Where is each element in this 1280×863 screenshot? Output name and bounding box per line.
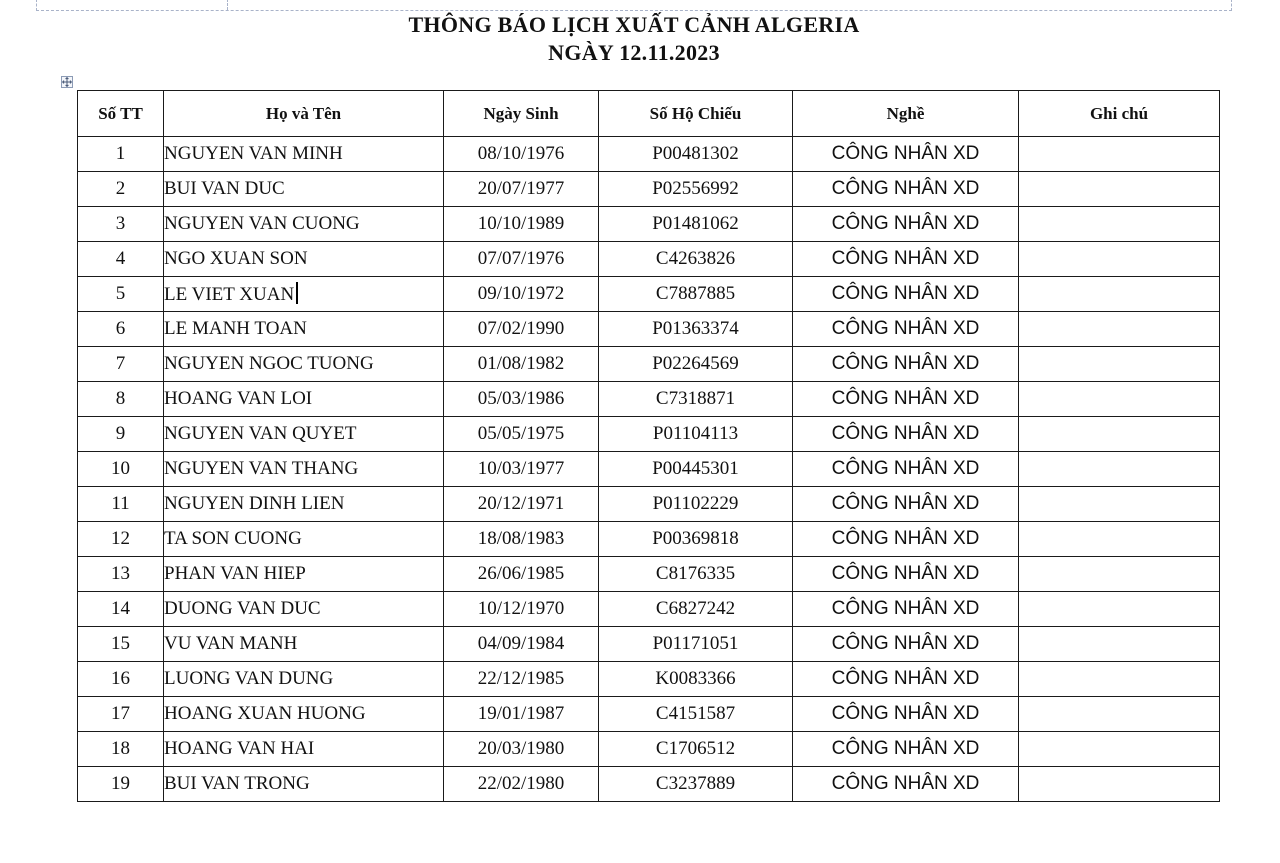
cell-stt: 9: [78, 417, 164, 452]
table-row: [78, 172, 1220, 207]
cell-dob: 10/03/1977: [444, 452, 599, 487]
table-row: [78, 452, 1220, 487]
table-row: [78, 767, 1220, 802]
table-row: [78, 242, 1220, 277]
header-margin-divider: [227, 0, 228, 10]
cell-passport: P01363374: [599, 312, 793, 347]
cell-dob: 22/12/1985: [444, 662, 599, 697]
cell-name: BUI VAN TRONG: [164, 767, 444, 802]
cell-job: CÔNG NHÂN XD: [793, 487, 1019, 522]
cell-name: NGUYEN VAN THANG: [164, 452, 444, 487]
cell-dob: 20/12/1971: [444, 487, 599, 522]
header-job: Nghề: [793, 91, 1019, 137]
cell-name: VU VAN MANH: [164, 627, 444, 662]
cell-passport: C3237889: [599, 767, 793, 802]
cell-job: CÔNG NHÂN XD: [793, 382, 1019, 417]
cell-passport: P02264569: [599, 347, 793, 382]
cell-passport: C7887885: [599, 277, 793, 312]
cell-name: BUI VAN DUC: [164, 172, 444, 207]
table-row: [78, 207, 1220, 242]
header-dob: Ngày Sinh: [444, 91, 599, 137]
cell-passport: P01104113: [599, 417, 793, 452]
cell-note[interactable]: [1019, 242, 1220, 277]
header-margin-guide: [36, 0, 1232, 11]
move-handle-icon[interactable]: [61, 76, 73, 88]
table-row: [78, 732, 1220, 767]
cell-stt: 7: [78, 347, 164, 382]
cell-passport: P01481062: [599, 207, 793, 242]
cell-passport: P02556992: [599, 172, 793, 207]
cell-note[interactable]: [1019, 207, 1220, 242]
cell-name: NGUYEN NGOC TUONG: [164, 347, 444, 382]
cell-dob: 10/12/1970: [444, 592, 599, 627]
cell-job: CÔNG NHÂN XD: [793, 767, 1019, 802]
cell-note[interactable]: [1019, 382, 1220, 417]
cell-name: NGO XUAN SON: [164, 242, 444, 277]
cell-stt: 13: [78, 557, 164, 592]
cell-passport: C4263826: [599, 242, 793, 277]
header-note: Ghi chú: [1019, 91, 1220, 137]
cell-stt: 5: [78, 277, 164, 312]
cell-job: CÔNG NHÂN XD: [793, 172, 1019, 207]
table-row: [78, 277, 1220, 312]
cell-note[interactable]: [1019, 697, 1220, 732]
cell-passport: C4151587: [599, 697, 793, 732]
cell-note[interactable]: [1019, 137, 1220, 172]
cell-dob: 20/07/1977: [444, 172, 599, 207]
cell-name: NGUYEN VAN CUONG: [164, 207, 444, 242]
cell-dob: 01/08/1982: [444, 347, 599, 382]
cell-name: NGUYEN VAN MINH: [164, 137, 444, 172]
table-header-row: [78, 91, 1220, 137]
cell-note[interactable]: [1019, 277, 1220, 312]
cell-passport: C7318871: [599, 382, 793, 417]
cell-job: CÔNG NHÂN XD: [793, 697, 1019, 732]
header-passport: Số Hộ Chiếu: [599, 91, 793, 137]
cell-name: HOANG XUAN HUONG: [164, 697, 444, 732]
cell-stt: 8: [78, 382, 164, 417]
cell-stt: 6: [78, 312, 164, 347]
cell-stt: 15: [78, 627, 164, 662]
table-row: [78, 487, 1220, 522]
cell-dob: 08/10/1976: [444, 137, 599, 172]
cell-job: CÔNG NHÂN XD: [793, 277, 1019, 312]
table-row: [78, 662, 1220, 697]
cell-note[interactable]: [1019, 452, 1220, 487]
table-row: [78, 627, 1220, 662]
cell-stt: 16: [78, 662, 164, 697]
cell-job: CÔNG NHÂN XD: [793, 557, 1019, 592]
table-row: [78, 592, 1220, 627]
table-row: [78, 417, 1220, 452]
cell-job: CÔNG NHÂN XD: [793, 207, 1019, 242]
cell-dob: 09/10/1972: [444, 277, 599, 312]
cell-passport: C6827242: [599, 592, 793, 627]
cell-note[interactable]: [1019, 662, 1220, 697]
departure-roster-table: [77, 90, 1220, 802]
cell-stt: 14: [78, 592, 164, 627]
cell-name: PHAN VAN HIEP: [164, 557, 444, 592]
cell-job: CÔNG NHÂN XD: [793, 347, 1019, 382]
cell-stt: 2: [78, 172, 164, 207]
cell-dob: 19/01/1987: [444, 697, 599, 732]
cell-name: DUONG VAN DUC: [164, 592, 444, 627]
header-stt: Số TT: [78, 91, 164, 137]
cell-job: CÔNG NHÂN XD: [793, 592, 1019, 627]
cell-name: LE MANH TOAN: [164, 312, 444, 347]
cell-note[interactable]: [1019, 627, 1220, 662]
cell-stt: 12: [78, 522, 164, 557]
cell-note[interactable]: [1019, 522, 1220, 557]
cell-job: CÔNG NHÂN XD: [793, 417, 1019, 452]
table-row: [78, 522, 1220, 557]
cell-name[interactable]: [164, 277, 444, 312]
cell-job: CÔNG NHÂN XD: [793, 627, 1019, 662]
cell-name: NGUYEN VAN QUYET: [164, 417, 444, 452]
cell-stt: 11: [78, 487, 164, 522]
cell-passport: P00445301: [599, 452, 793, 487]
cell-dob: 22/02/1980: [444, 767, 599, 802]
cell-name: NGUYEN DINH LIEN: [164, 487, 444, 522]
cell-note[interactable]: [1019, 557, 1220, 592]
cell-job: CÔNG NHÂN XD: [793, 732, 1019, 767]
document-title: THÔNG BÁO LỊCH XUẤT CẢNH ALGERIA: [408, 12, 860, 37]
cell-dob: 07/07/1976: [444, 242, 599, 277]
cell-stt: 10: [78, 452, 164, 487]
table-row: [78, 382, 1220, 417]
cell-passport: K0083366: [599, 662, 793, 697]
cell-passport: P00369818: [599, 522, 793, 557]
cell-stt: 19: [78, 767, 164, 802]
cell-stt: 17: [78, 697, 164, 732]
table-row: [78, 557, 1220, 592]
table-row: [78, 312, 1220, 347]
cell-stt: 4: [78, 242, 164, 277]
document-date: NGÀY 12.11.2023: [548, 40, 720, 65]
cell-job: CÔNG NHÂN XD: [793, 242, 1019, 277]
cell-job: CÔNG NHÂN XD: [793, 522, 1019, 557]
text-cursor: [296, 282, 298, 304]
cell-dob: 18/08/1983: [444, 522, 599, 557]
cell-job: CÔNG NHÂN XD: [793, 137, 1019, 172]
cell-note[interactable]: [1019, 732, 1220, 767]
cell-dob: 10/10/1989: [444, 207, 599, 242]
cell-job: CÔNG NHÂN XD: [793, 662, 1019, 697]
cell-passport: P00481302: [599, 137, 793, 172]
cell-job: CÔNG NHÂN XD: [793, 312, 1019, 347]
cell-note[interactable]: [1019, 592, 1220, 627]
header-name: Họ và Tên: [164, 91, 444, 137]
cell-stt: 1: [78, 137, 164, 172]
table-row: [78, 697, 1220, 732]
cell-stt: 18: [78, 732, 164, 767]
cell-passport: C8176335: [599, 557, 793, 592]
cell-passport: P01171051: [599, 627, 793, 662]
cell-note[interactable]: [1019, 312, 1220, 347]
cell-name: LUONG VAN DUNG: [164, 662, 444, 697]
cell-dob: 07/02/1990: [444, 312, 599, 347]
cell-passport: P01102229: [599, 487, 793, 522]
cell-note[interactable]: [1019, 417, 1220, 452]
cell-job: CÔNG NHÂN XD: [793, 452, 1019, 487]
cell-dob: 20/03/1980: [444, 732, 599, 767]
cell-passport: C1706512: [599, 732, 793, 767]
table-row: [78, 347, 1220, 382]
cell-dob: 05/03/1986: [444, 382, 599, 417]
cell-dob: 05/05/1975: [444, 417, 599, 452]
cell-note[interactable]: [1019, 487, 1220, 522]
cell-name-text: LE VIET XUAN: [164, 284, 295, 305]
cell-note[interactable]: [1019, 767, 1220, 802]
cell-name: TA SON CUONG: [164, 522, 444, 557]
table-row: [78, 137, 1220, 172]
cell-stt: 3: [78, 207, 164, 242]
cell-dob: 26/06/1985: [444, 557, 599, 592]
cell-note[interactable]: [1019, 347, 1220, 382]
cell-dob: 04/09/1984: [444, 627, 599, 662]
cell-note[interactable]: [1019, 172, 1220, 207]
cell-name: HOANG VAN HAI: [164, 732, 444, 767]
cell-name: HOANG VAN LOI: [164, 382, 444, 417]
